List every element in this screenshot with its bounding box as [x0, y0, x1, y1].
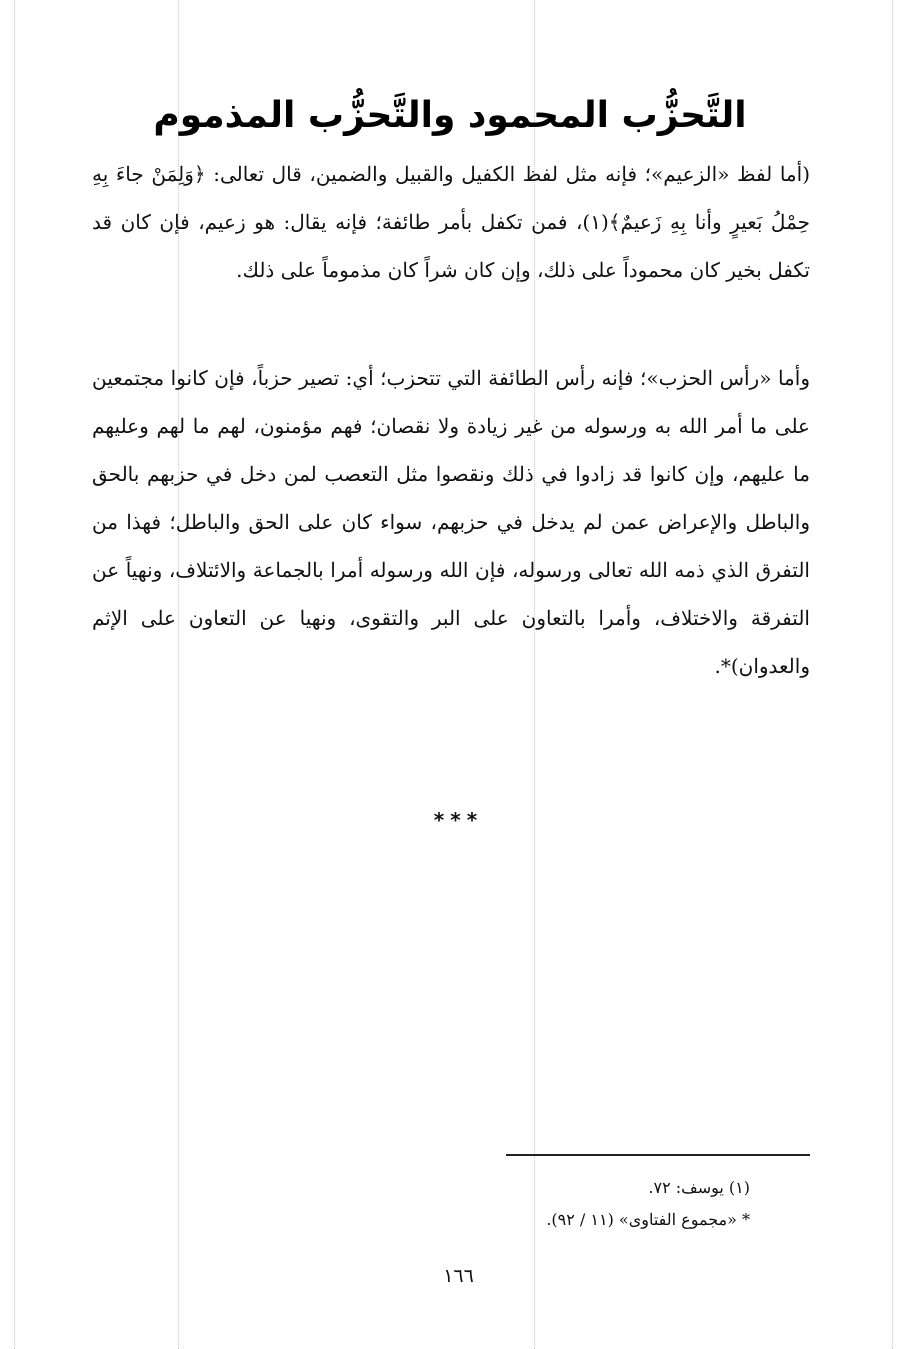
scan-guide-line — [892, 0, 893, 1349]
paragraph: (أما لفظ «الزعيم»؛ فإنه مثل لفظ الكفيل والقبيل والضمين، قال تعالى: ﴿وَلِمَنْ جاءَ بِهِ حِمْلُ بَعيرٍ وأنا بِهِ زَعيمٌ﴾(١)، فمن تكفل بأمر طائفة؛ فإنه يقال: هو زعيم، فإن كان قد تكفل بخير كان محموداً على ذلك، وإن كان شراً كان مذموماً على ذلك. — [92, 162, 810, 282]
section-separator: *** — [433, 808, 484, 832]
scan-guide-line — [14, 0, 15, 1349]
paragraph: وأما «رأس الحزب»؛ فإنه رأس الطائفة التي تتحزب؛ أي: تصير حزباً، فإن كانوا مجتمعين على ما أمر الله به ورسوله من غير زيادة ولا نقصان؛ فهم مؤمنون، لهم ما لهم وعليهم ما عليهم، وإن كانوا قد زادوا في ذلك ونقصوا مثل التعصب لمن دخل في حزبهم بالحق والباطل والإعراض عمن لم يدخل في حزبهم، سواء كان على الحق والباطل؛ فهذا من التفرق الذي ذمه الله تعالى ورسوله، فإن الله ورسوله أمرا بالجماعة والائتلاف، ونهياً عن التفرقة والاختلاف، وأمرا بالتعاون على البر والتقوى، ونهيا عن التعاون على الإثم والعدوان)*. — [92, 366, 810, 678]
footnote-divider — [506, 1154, 810, 1156]
page-number: ١٦٦ — [443, 1265, 474, 1287]
footnote: (١) يوسف: ٧٢. — [648, 1178, 750, 1197]
page-title: التَّحزُّب المحمود والتَّحزُّب المذموم — [153, 95, 747, 136]
footnote: * «مجموع الفتاوى» (١١ / ٩٢). — [546, 1210, 750, 1229]
